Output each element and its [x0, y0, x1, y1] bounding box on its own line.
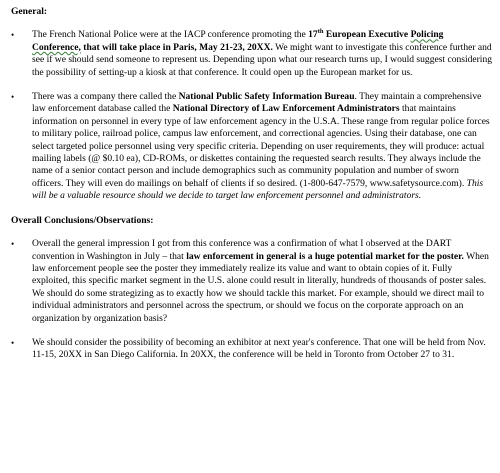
paragraph-overall-impression: Overall the general impression I got from this conference was a confirmation of what I observed at the DART convention in Washington in July – that law enforcement in general is a huge potential market for the poster. When law enforcement people see the poster they immediately realize its value and want to obtain copies of it. Fully exploited, this specific market segment in the U.S. alone could result in literally, hundreds of thousands of poster sales. We should do some strategizing as to exactly how we should tackle this market. For example, should we direct mail to individual administrators and personnel across the spectrum, or should we focus on the corporate approach on an organization by organization basis?: [32, 238, 489, 324]
bullet-icon: •: [11, 239, 15, 250]
bullet-icon: •: [11, 30, 15, 41]
list-item: [11, 238, 492, 325]
section-heading-general: General:: [11, 6, 48, 17]
paragraph-next-conference: We should consider the possibility of becoming an exhibitor at next year's conference. That one will be held from Nov. 11-15, 20XX in San Diego California. In 20XX, the conference will be held in Toronto from October 27 to 31.: [32, 336, 486, 361]
bullet-icon: •: [11, 337, 15, 348]
list-item: [11, 91, 492, 203]
spellcheck-underlined-text: Policing Conference,: [32, 29, 444, 53]
list-item: [11, 29, 492, 79]
bullet-icon: •: [11, 92, 15, 103]
paragraph-paris-conference: The French National Police were at the IACP conference promoting the 17th European Executive Policing Conference, that will take place in Paris, May 21-23, 20XX. We might want to investigate this conference further and see if we should send someone to represent us. Depending upon what our research turns up, I would suggest considering the possibility of setting-up a kiosk at that conference. It could open up the European market for us.: [32, 28, 493, 78]
list-item: [11, 337, 492, 362]
section-heading-conclusions: Overall Conclusions/Observations:: [11, 214, 154, 226]
paragraph-safety-bureau: There was a company there called the National Public Safety Information Bureau. They maintain a comprehensive law enforcement database called the National Directory of Law Enforcement Administrators that maintains information on personnel in every type of law enforcement agency in the U.S.A. These range from regular police forces to military police, railroad police, campus law enforcement, and correctional agencies. Using their database, one can select targeted police personnel using very specific criteria. Depending on user requirements, they will produce: actual mailing labels (@ $0.10 ea), CD-ROMs, or diskettes containing the requested search results. They always include the name of a senior contact person and include demographics such as community population and number of sworn officers. They will even do mailings on behalf of clients if so desired. (1-800-647-7579, www.safetysource.com). This will be a valuable resource should we decide to target law enforcement personnel and administrators.: [32, 91, 490, 202]
